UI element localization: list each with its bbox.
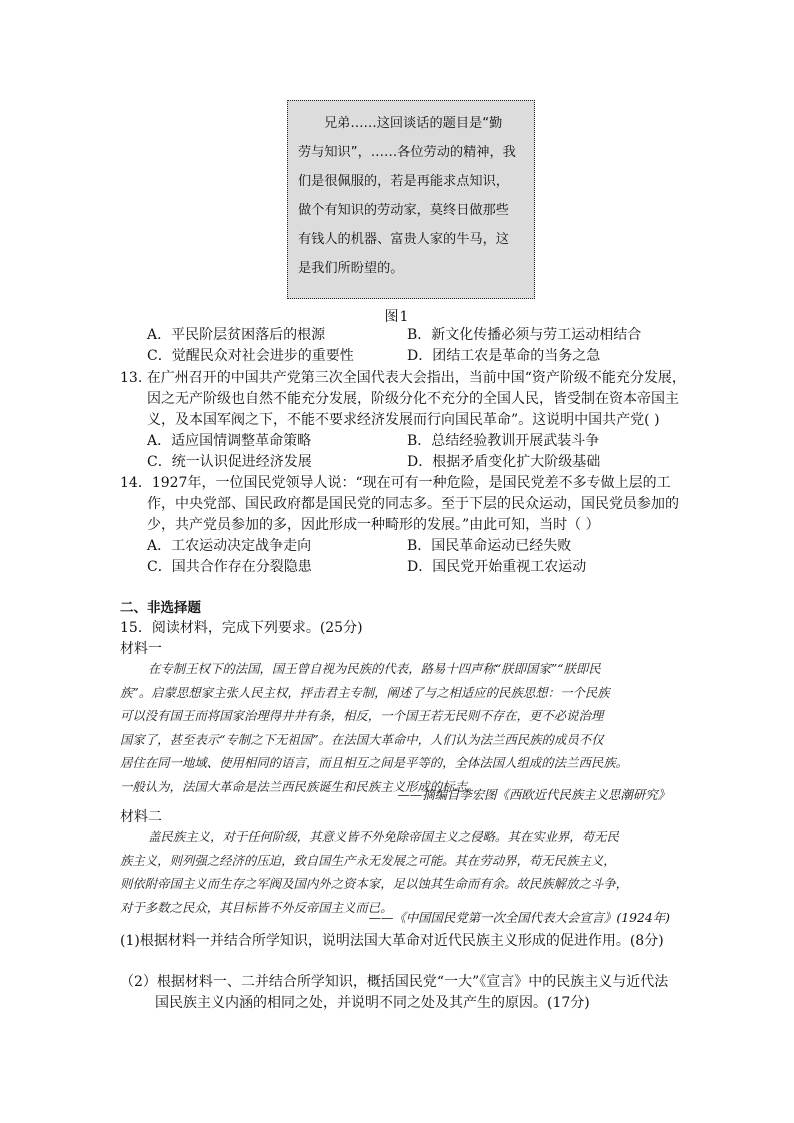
quote-line: 做个有知识的劳动家，莫终日做那些 (298, 203, 509, 218)
q13-option-c: C．统一认识促进经济发展 (147, 454, 312, 470)
q13-stem-line: 义，及本国军阀之下，不能不要求经济发展而行向国民革命”。这说明中国共产党( ) (147, 412, 660, 428)
material-2-text (120, 825, 680, 919)
material-1-source: ——摘编自李宏图《西欧近代民族主义思潮研究》 (397, 787, 670, 802)
q15-sub-question-2-line: （2）根据材料一、二并结合所学知识，概括国民党“一大”《宣言》中的民族主义与近代法 (120, 974, 669, 990)
material-line: 居住在同一地域、使用相同的语言，而且相互之间是平等的，全体法国人组成的法兰西民族。 (120, 755, 629, 770)
material-line: 则依附帝国主义而生存之军阀及国内外之资本家，足以蚀其生命而有余。故民族解放之斗争， (120, 876, 629, 891)
material-1-text (120, 657, 680, 798)
q12-option-d: D．团结工农是革命的当务之急 (407, 348, 601, 364)
q13-option-a: A．适应国情调整革命策略 (147, 433, 312, 449)
q15-sub-question-1: (1)根据材料一并结合所学知识，说明法国大革命对近代民族主义形成的促进作用。(8分) (120, 933, 664, 949)
q13-option-b: B．总结经验教训开展武装斗争 (407, 433, 600, 449)
figure-1-quote-box (287, 100, 535, 299)
figure-caption: 图1 (384, 309, 410, 325)
q14-stem-line: 少，共产党员参加的多，因此形成一种畸形的发展。”由此可知，当时（ ） (147, 517, 600, 533)
q14-stem-line: 14．1927年，一位国民党领导人说：“现在可有一种危险，是国民党差不多专做上层的工 (120, 475, 671, 491)
material-line: 族”。启蒙思想家主张人民主权，抨击君主专制，阐述了与之相适应的民族思想：一个民族 (120, 684, 610, 700)
section-title: 二、非选择题 (120, 600, 201, 616)
q14-option-b: B．国民革命运动已经失败 (407, 538, 572, 554)
q14-option-d: D．国民党开始重视工农运动 (407, 559, 587, 575)
quote-line: 劳与知识”，……各位劳动的精神，我 (298, 145, 516, 160)
q14-option-a: A．工农运动决定战争走向 (147, 538, 312, 554)
q14-stem-line: 作，中央党部、国民政府都是国民党的同志多。至于下层的民众运动，国民党员参加的 (147, 496, 679, 512)
material-1-label: 材料一 (120, 641, 162, 657)
q14-option-c: C．国共合作存在分裂隐患 (147, 559, 312, 575)
quote-line: 是我们所盼望的。 (298, 261, 404, 276)
material-2-label: 材料二 (120, 809, 162, 825)
q15-intro: 15．阅读材料，完成下列要求。(25分) (120, 620, 363, 636)
q13-option-d: D．根据矛盾变化扩大阶级基础 (407, 454, 601, 470)
material-line: 一般认为，法国大革命是法兰西民族诞生和民族主义形成的标志。 (120, 778, 480, 794)
material-line: 国家了，甚至表示“专制之下无祖国”。在法国大革命中，人们认为法兰西民族的成员不仅 (120, 731, 604, 747)
material-line: 族主义，则列强之经济的压迫，致自国生产永无发展之可能。其在劳动界，苟无民族主义， (120, 852, 616, 868)
q12-option-c: C．觉醒民众对社会进步的重要性 (147, 348, 354, 364)
q15-sub-question-2-line: 国民族主义内涵的相同之处，并说明不同之处及其产生的原因。(17分) (155, 995, 590, 1011)
q13-stem-line: 13. 在广州召开的中国共产党第三次全国代表大会指出，当前中国“资产阶级不能充分发展， (120, 370, 686, 386)
quote-line: 们是很佩服的，若是再能求点知识， (298, 174, 509, 189)
quote-line: 兄弟……这回谈话的题目是“勤 (324, 116, 503, 131)
material-2-source: ——《中国国民党第一次全国代表大会宣言》(1924年) (368, 910, 670, 925)
material-line: 盖民族主义，对于任何阶级，其意义皆不外免除帝国主义之侵略。其在实业界，苟无民 (148, 829, 619, 844)
q13-stem-line: 因之无产阶级也自然不能充分发展，阶级分化不充分的全国人民，皆受制在资本帝国主 (147, 391, 679, 407)
quote-line: 有钱人的机器、富贵人家的牛马，这 (298, 232, 509, 247)
material-line: 可以没有国王而将国家治理得井井有条，相反，一个国王若无民则不存在，更不必说治理 (120, 708, 604, 723)
q12-option-b: B．新文化传播必须与劳工运动相结合 (407, 327, 642, 343)
q12-option-a: A．平民阶层贫困落后的根源 (147, 327, 326, 343)
material-line: 在专制王权下的法国，国王曾自视为民族的代表，路易十四声称“朕即国家”“朕即民 (148, 661, 601, 676)
material-line: 对于多数之民众，其目标皆不外反帝国主义而已。 (120, 899, 393, 915)
